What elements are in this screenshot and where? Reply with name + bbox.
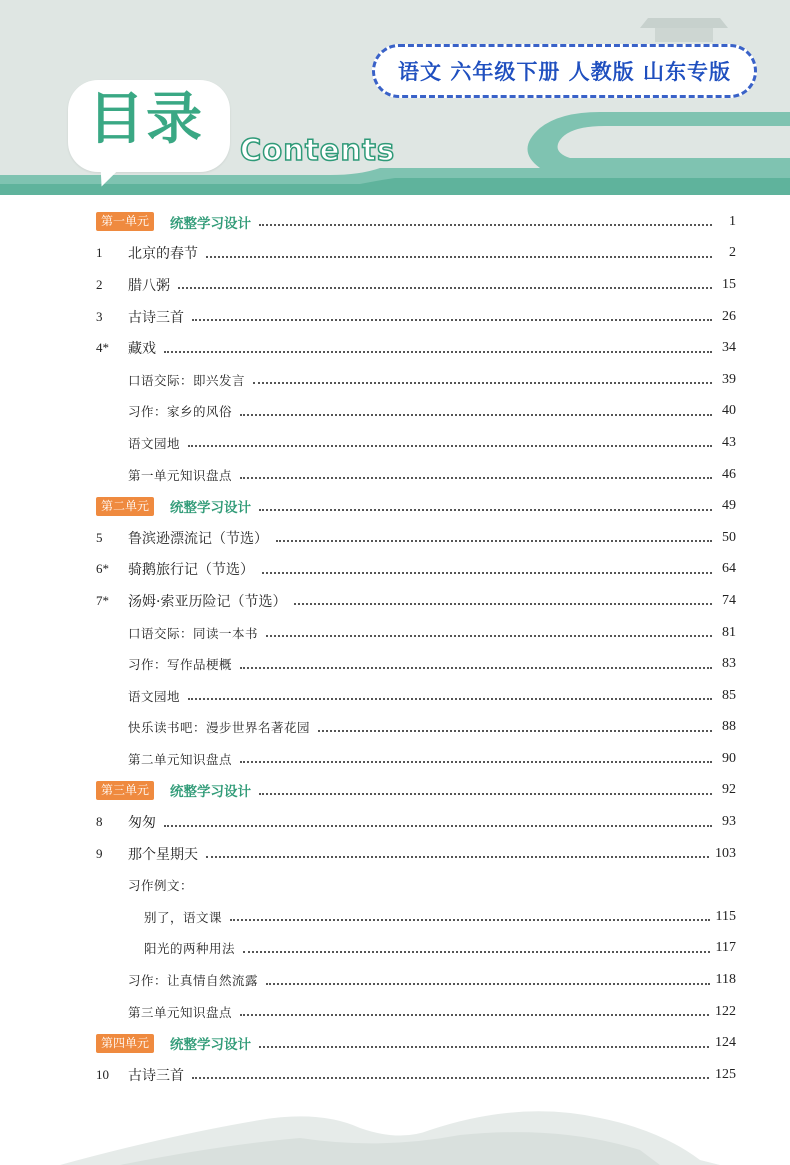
section-title: 第二单元知识盘点 [128, 751, 233, 767]
leader-dots [276, 537, 712, 542]
section-title: 习作：写作品梗概 [128, 657, 233, 673]
lesson-title: 那个星期天 [128, 846, 198, 863]
page-number: 74 [722, 592, 736, 608]
leader-dots [266, 632, 712, 637]
lesson-title: 匆匆 [128, 815, 156, 832]
lesson-number: 9 [96, 845, 103, 861]
lesson-title: 汤姆·索亚历险记（节选） [128, 593, 287, 610]
unit-tag: 第一单元 [96, 212, 154, 231]
edition-badge: 语文 六年级下册 人教版 山东专版 [372, 44, 757, 98]
lesson-title: 腊八粥 [128, 277, 170, 294]
leader-dots [164, 822, 712, 827]
leader-dots [294, 600, 712, 605]
toc-row[interactable] [96, 648, 736, 680]
toc-row[interactable] [96, 427, 736, 459]
page-title: 目录 [88, 87, 204, 152]
page-number: 43 [722, 434, 736, 450]
leader-dots [318, 727, 712, 732]
page-number: 103 [715, 845, 736, 861]
lesson-number: 7* [96, 592, 109, 608]
page-number: 122 [715, 1003, 736, 1019]
page-number: 1 [729, 213, 736, 229]
leader-dots [188, 442, 712, 447]
leader-dots [259, 1043, 709, 1048]
page-number: 124 [715, 1035, 736, 1051]
unit-tag: 第二单元 [96, 497, 154, 516]
leader-dots [240, 411, 712, 416]
toc-unit-row[interactable] [96, 775, 736, 807]
leader-dots [240, 664, 712, 669]
header-banner [0, 0, 790, 195]
section-title: 快乐读书吧：漫步世界名著花园 [128, 720, 311, 736]
toc-unit-row[interactable] [96, 1027, 736, 1059]
unit-title: 统整学习设计 [170, 215, 252, 232]
leader-dots [262, 569, 712, 574]
leader-dots [259, 506, 712, 511]
leader-dots [206, 853, 709, 858]
lesson-number: 3 [96, 308, 103, 324]
toc-unit-row[interactable] [96, 490, 736, 522]
toc-unit-row[interactable] [96, 206, 736, 238]
page-title-english: Contents [240, 133, 396, 167]
toc-row[interactable] [96, 459, 736, 491]
page-number: 93 [722, 814, 736, 830]
lesson-number: 2 [96, 276, 103, 292]
lesson-number: 5 [96, 529, 103, 545]
lesson-number: 4* [96, 340, 109, 356]
leader-dots [240, 1011, 709, 1016]
section-title: 阳光的两种用法 [144, 941, 236, 957]
toc-row[interactable] [96, 522, 736, 554]
lesson-title: 骑鹅旅行记（节选） [128, 562, 254, 579]
toc-row[interactable] [96, 806, 736, 838]
page-number: 90 [722, 750, 736, 766]
section-title: 口语交际：同读一本书 [128, 625, 259, 641]
unit-title: 统整学习设计 [170, 1037, 252, 1054]
toc-row[interactable] [96, 585, 736, 617]
page-number: 125 [715, 1066, 736, 1082]
unit-title: 统整学习设计 [170, 784, 252, 801]
toc-row[interactable] [96, 364, 736, 396]
toc-row[interactable] [96, 838, 736, 870]
toc-row[interactable] [96, 617, 736, 649]
unit-tag: 第三单元 [96, 781, 154, 800]
page-number: 50 [722, 529, 736, 545]
toc-row[interactable] [96, 996, 736, 1028]
leader-dots [192, 316, 712, 321]
section-title: 语文园地 [128, 435, 181, 451]
page-number: 115 [715, 908, 736, 924]
toc-row[interactable] [96, 712, 736, 744]
leader-dots [240, 758, 712, 763]
page-number: 34 [722, 340, 736, 356]
toc-row[interactable] [96, 901, 736, 933]
footer-mountains [0, 1080, 790, 1165]
leader-dots [243, 948, 710, 953]
toc-row[interactable] [96, 743, 736, 775]
page-number: 39 [722, 371, 736, 387]
page-number: 83 [722, 656, 736, 672]
leader-dots [240, 474, 712, 479]
toc-row[interactable] [96, 301, 736, 333]
page-number: 64 [722, 561, 736, 577]
toc-row[interactable] [96, 238, 736, 270]
toc-row[interactable] [96, 964, 736, 996]
unit-title: 统整学习设计 [170, 500, 252, 517]
toc-row[interactable] [96, 332, 736, 364]
lesson-number: 1 [96, 245, 103, 261]
lesson-title: 鲁滨逊漂流记（节选） [128, 530, 268, 547]
page-number: 46 [722, 466, 736, 482]
section-title: 习作：让真情自然流露 [128, 973, 259, 989]
leader-dots [178, 284, 712, 289]
section-title: 习作：家乡的风俗 [128, 404, 233, 420]
leader-dots [206, 253, 712, 258]
leader-dots [192, 1074, 709, 1079]
toc-row[interactable] [96, 933, 736, 965]
toc-row[interactable] [96, 554, 736, 586]
section-title: 第一单元知识盘点 [128, 467, 233, 483]
leader-dots [259, 221, 712, 226]
section-title: 口语交际：即兴发言 [128, 372, 246, 388]
page-number: 15 [722, 276, 736, 292]
page-number: 2 [729, 245, 736, 261]
lesson-title: 古诗三首 [128, 1067, 184, 1084]
section-title: 语文园地 [128, 688, 181, 704]
section-title: 别了，语文课 [144, 909, 223, 925]
leader-dots [164, 348, 712, 353]
lesson-title: 北京的春节 [128, 246, 198, 263]
page-number: 81 [722, 624, 736, 640]
page-number: 49 [722, 498, 736, 514]
section-title: 第三单元知识盘点 [128, 1004, 233, 1020]
toc-row[interactable] [96, 869, 736, 901]
page-number: 118 [715, 972, 736, 988]
lesson-title: 古诗三首 [128, 309, 184, 326]
pavilion-roof-shape [640, 18, 728, 28]
unit-tag: 第四单元 [96, 1034, 154, 1053]
page-number: 26 [722, 308, 736, 324]
toc-row[interactable] [96, 396, 736, 428]
lesson-number: 8 [96, 814, 103, 830]
page-number: 88 [722, 719, 736, 735]
page-number: 85 [722, 687, 736, 703]
leader-dots [259, 790, 712, 795]
toc-row[interactable] [96, 269, 736, 301]
page-number: 117 [715, 940, 736, 956]
toc-row[interactable] [96, 680, 736, 712]
lesson-number: 6* [96, 561, 109, 577]
lesson-title: 藏戏 [128, 341, 156, 358]
table-of-contents [96, 206, 736, 1091]
page-number: 92 [722, 782, 736, 798]
leader-dots [188, 695, 712, 700]
leader-dots [253, 379, 712, 384]
section-title: 习作例文： [128, 878, 194, 894]
leader-dots [230, 916, 710, 921]
page-number: 40 [722, 403, 736, 419]
pavilion-body-shape [655, 28, 713, 42]
leader-dots [266, 980, 710, 985]
lesson-number: 10 [96, 1066, 109, 1082]
